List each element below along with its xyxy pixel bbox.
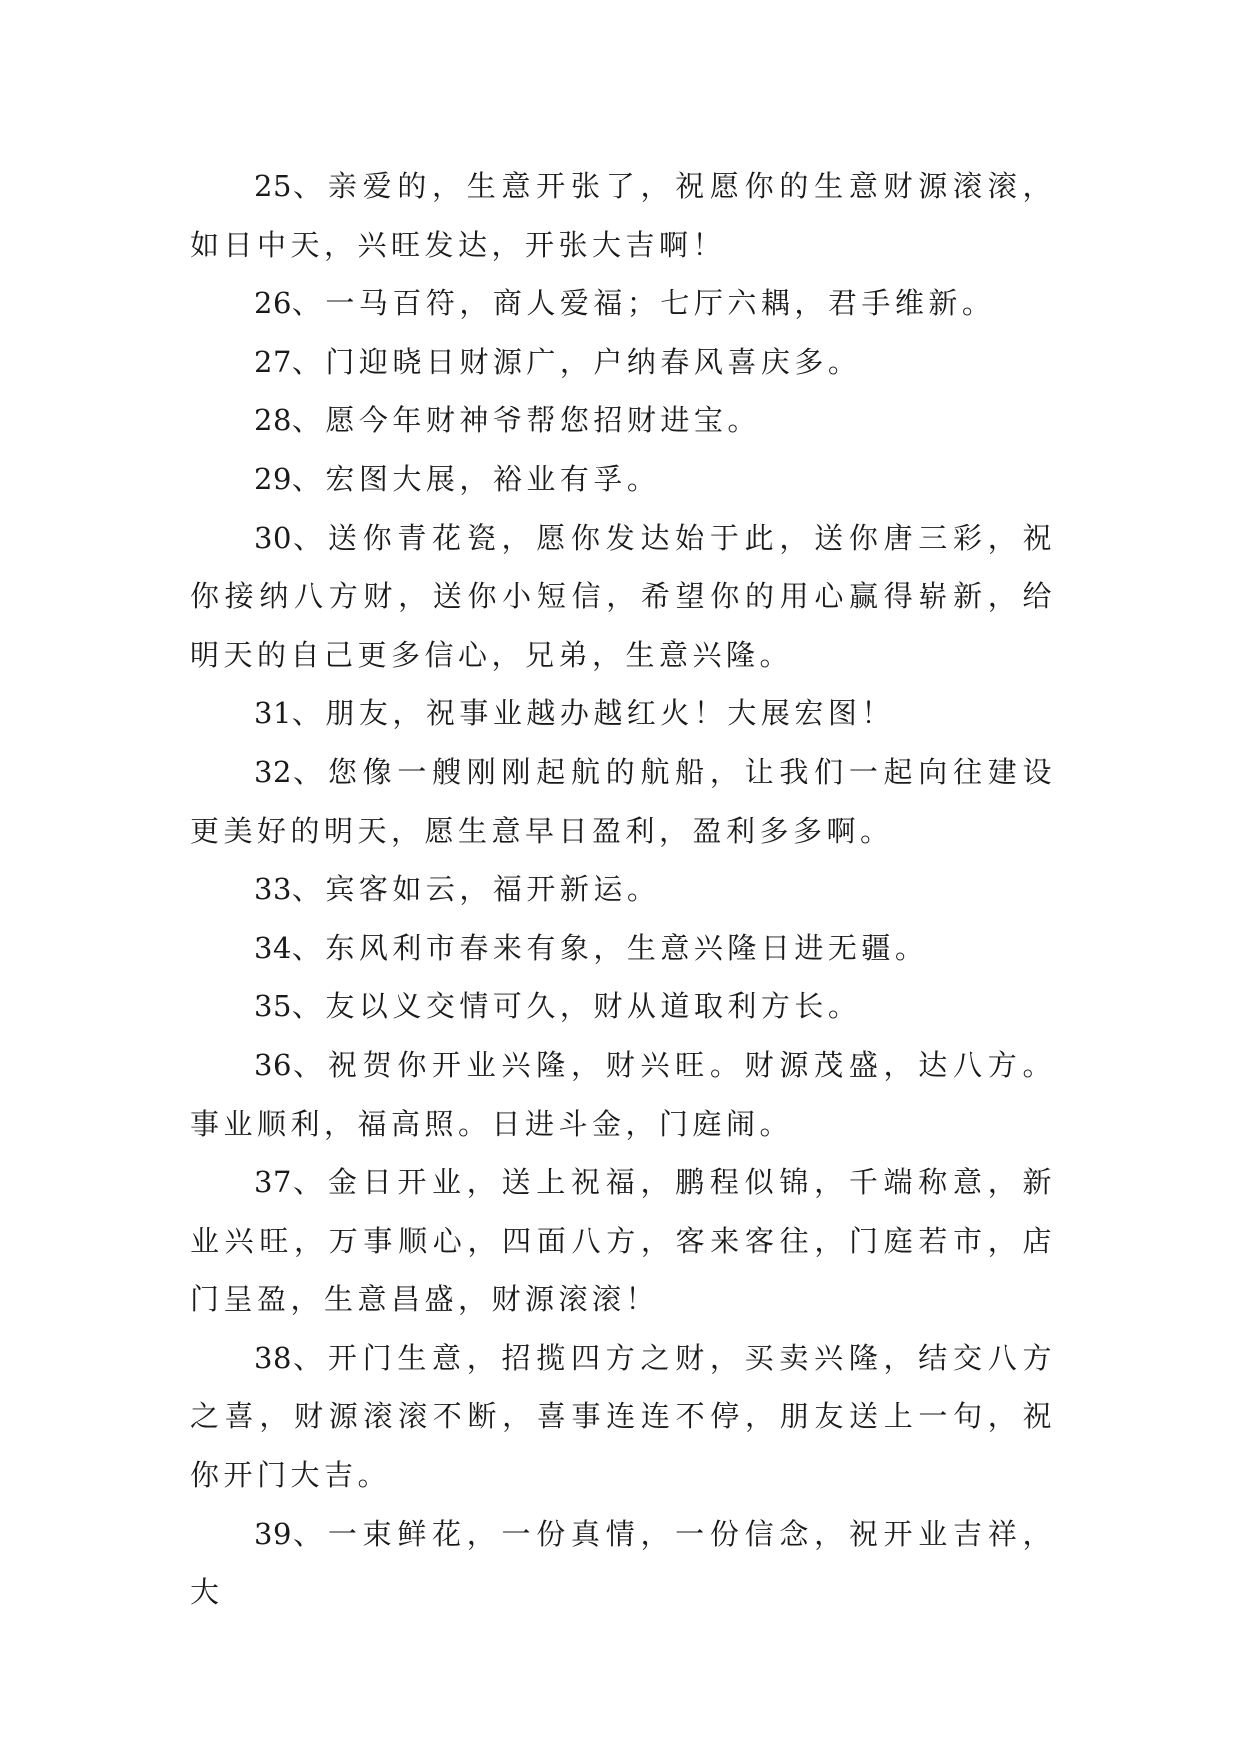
item-number: 30 — [254, 520, 292, 555]
item-number: 27 — [254, 344, 292, 379]
item-text: 、亲爱的，生意开张了，祝愿你的生意财源滚滚，如日中天，兴旺发达，开张大吉啊！ — [190, 169, 1056, 262]
list-item — [190, 450, 1056, 509]
item-text: 、送你青花瓷，愿你发达始于此，送你唐三彩，祝你接纳八方财，送你小短信，希望你的用心赢得崭新，给明天的自己更多信心，兄弟，生意兴隆。 — [190, 520, 1056, 672]
item-number: 31 — [254, 696, 292, 731]
item-number: 28 — [254, 403, 292, 438]
item-number: 25 — [254, 169, 292, 203]
list-item — [190, 1153, 1056, 1329]
item-text: 、门迎晓日财源广，户纳春风喜庆多。 — [291, 344, 862, 379]
item-text: 、东风利市春来有象，生意兴隆日进无疆。 — [291, 930, 929, 965]
item-text: 、金日开业，送上祝福，鹏程似锦，千端称意，新业兴旺，万事顺心，四面八方，客来客往，门庭若市，店门呈盈，生意昌盛，财源滚滚！ — [190, 1165, 1056, 1317]
list-item — [190, 1505, 1056, 1622]
item-number: 36 — [254, 1047, 292, 1082]
item-number: 32 — [254, 754, 292, 789]
item-text: 、祝贺你开业兴隆，财兴旺。财源茂盛，达八方。事业顺利，福高照。日进斗金，门庭闹。 — [190, 1047, 1056, 1141]
item-number: 37 — [254, 1165, 292, 1200]
item-number: 26 — [254, 286, 292, 321]
item-number: 38 — [254, 1340, 292, 1375]
document-body — [190, 157, 1056, 1622]
item-text: 、朋友，祝事业越办越红火！大展宏图！ — [291, 696, 895, 731]
item-text: 、一马百符，商人爱福；七厅六耦，君手维新。 — [291, 286, 996, 321]
item-number: 33 — [254, 872, 292, 907]
list-item — [190, 1329, 1056, 1505]
item-number: 35 — [254, 989, 292, 1024]
list-item — [190, 157, 1056, 274]
list-item — [190, 274, 1056, 333]
item-number: 39 — [254, 1516, 292, 1551]
item-text: 、友以义交情可久，财从道取利方长。 — [291, 989, 862, 1024]
list-item — [190, 977, 1056, 1036]
list-item — [190, 743, 1056, 860]
list-item — [190, 860, 1056, 919]
item-text: 、开门生意，招揽四方之财，买卖兴隆，结交八方之喜，财源滚滚不断，喜事连连不停，朋友送上一句，祝你开门大吉。 — [190, 1340, 1056, 1493]
list-item — [190, 919, 1056, 978]
list-item — [190, 509, 1056, 685]
item-text: 、宾客如云，福开新运。 — [291, 872, 661, 907]
item-number: 34 — [254, 930, 292, 965]
item-text: 、愿今年财神爷帮您招财进宝。 — [291, 403, 761, 438]
item-text: 、一束鲜花，一份真情，一份信念，祝开业吉祥，大 — [190, 1516, 1056, 1610]
list-item — [190, 1036, 1056, 1153]
item-number: 29 — [254, 461, 292, 496]
item-text: 、宏图大展，裕业有孚。 — [291, 461, 661, 496]
list-item — [190, 333, 1056, 392]
list-item — [190, 391, 1056, 450]
list-item — [190, 684, 1056, 743]
item-text: 、您像一艘刚刚起航的航船，让我们一起向往建设更美好的明天，愿生意早日盈利，盈利多多啊。 — [190, 754, 1056, 848]
